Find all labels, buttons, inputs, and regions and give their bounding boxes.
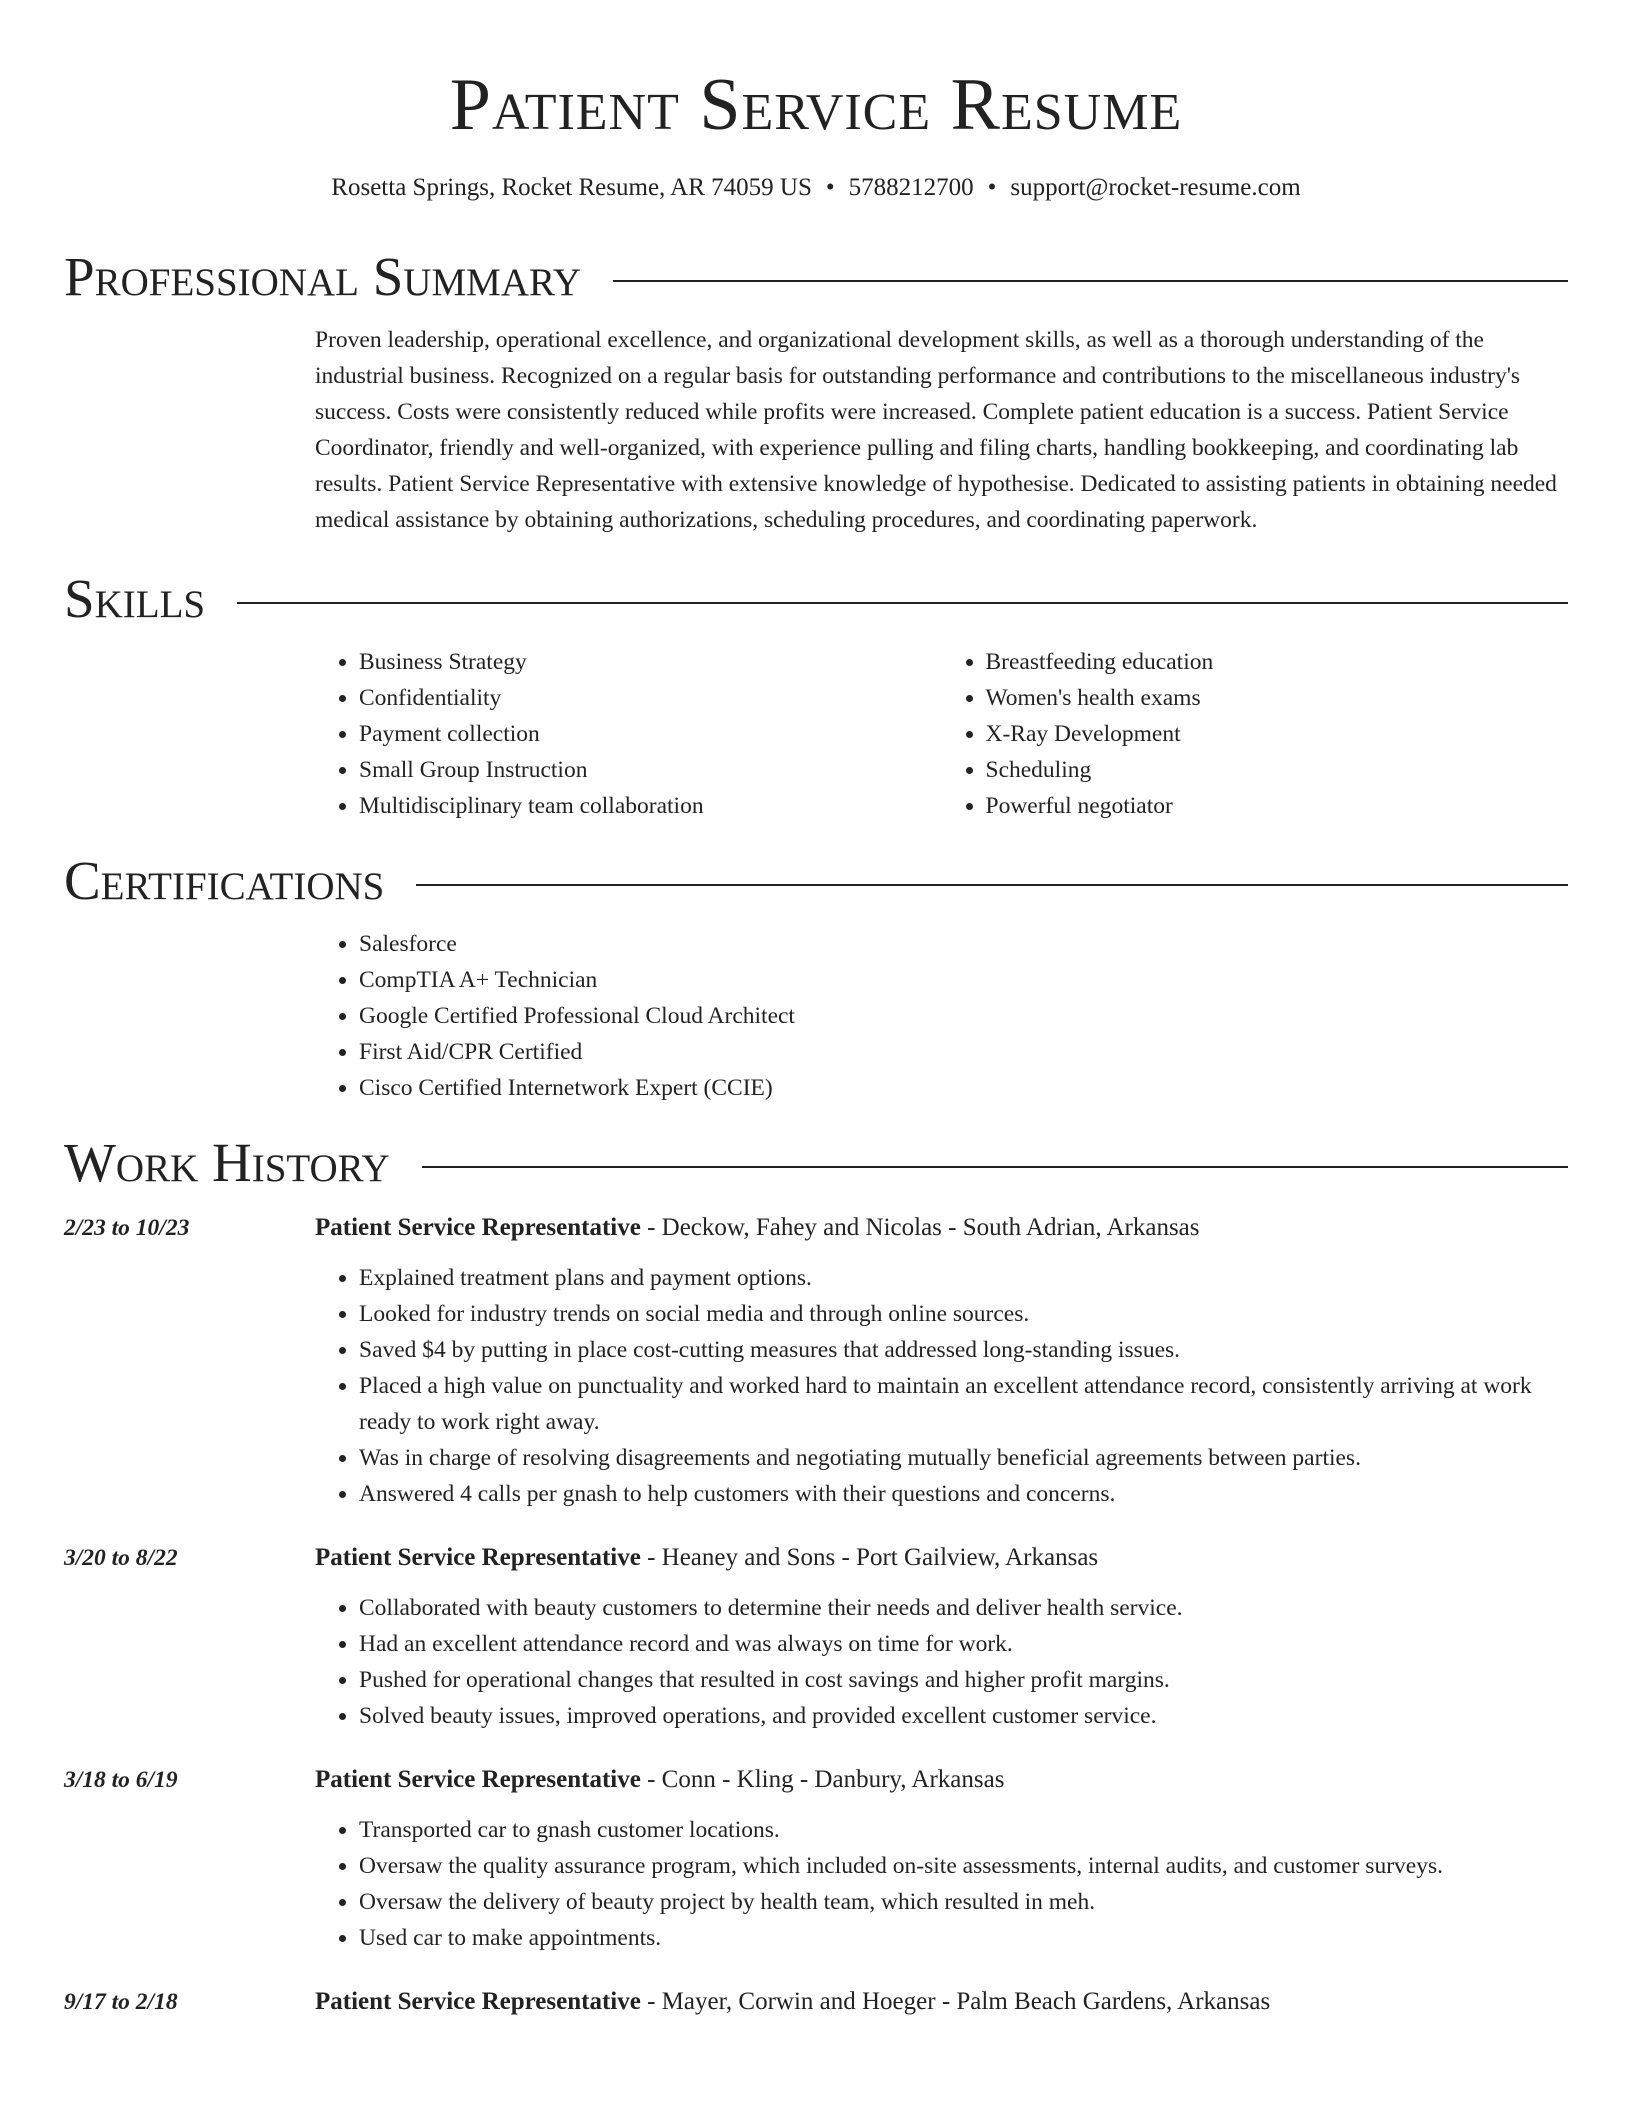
work-history-section-header xyxy=(64,1132,1568,1194)
summary-text: Proven leadership, operational excellence, and organizational development skills, as well as a thorough understanding of the industrial business. Recognized on a regular basis for outstanding performance and contributions to the miscellaneous industry's success. Costs were consistently reduced while profits were increased. Complete patient education is a success. Patient Service Coordinator, friendly and well-organized, with experience pulling and filing charts, handling bookkeeping, and coordinating lab results. Patient Service Representative with extensive knowledge of hypothesise. Dedicated to assisting patients in obtaining needed medical assistance by obtaining authorizations, scheduling procedures, and coordinating paperwork. xyxy=(315,327,1557,533)
contact-separator: • xyxy=(825,174,835,201)
certifications-list xyxy=(315,926,1568,1106)
summary-heading: Professional Summary xyxy=(64,246,582,307)
skill-item: • Breastfeeding education xyxy=(986,644,1569,680)
job-bullet: • Placed a high value on punctuality and worked hard to maintain an excellent attendance record, consistently arriving at work ready to work right away. xyxy=(359,1368,1568,1440)
job-entry xyxy=(64,1762,1568,1956)
job-heading xyxy=(315,1540,1568,1576)
resume-page xyxy=(64,0,1568,2020)
job-entry xyxy=(64,1540,1568,1734)
job-bullet: • Oversaw the quality assurance program, which included on-site assessments, internal audits, and customer surveys. xyxy=(359,1848,1568,1884)
section-divider xyxy=(613,280,1568,282)
contact-line xyxy=(64,172,1568,204)
skills-section-header xyxy=(64,568,1568,630)
job-bullet: • Was in charge of resolving disagreements and negotiating mutually beneficial agreements between parties. xyxy=(359,1440,1568,1476)
certification-item: • Salesforce xyxy=(359,926,1568,962)
summary-section-body xyxy=(315,322,1568,538)
skills-list-left xyxy=(315,644,942,824)
job-detail xyxy=(315,1210,1568,1512)
section-divider xyxy=(416,884,1568,886)
work-history-heading: Work History xyxy=(64,1132,390,1193)
certifications-section-body xyxy=(315,926,1568,1106)
job-bullet: • Answered 4 calls per gnash to help customers with their questions and concerns. xyxy=(359,1476,1568,1512)
skill-item: • Powerful negotiator xyxy=(986,788,1569,824)
job-bullets xyxy=(315,1260,1568,1512)
job-role: Patient Service Representative xyxy=(315,1544,641,1571)
job-bullet: • Had an excellent attendance record and was always on time for work. xyxy=(359,1626,1568,1662)
job-bullet: • Pushed for operational changes that resulted in cost savings and higher profit margins. xyxy=(359,1662,1568,1698)
job-role: Patient Service Representative xyxy=(315,1988,641,2015)
job-role: Patient Service Representative xyxy=(315,1214,641,1241)
certifications-section-header xyxy=(64,850,1568,912)
job-bullet: • Collaborated with beauty customers to determine their needs and deliver health service. xyxy=(359,1590,1568,1626)
job-company: - Mayer, Corwin and Hoeger - Palm Beach Gardens, Arkansas xyxy=(640,1988,1271,2015)
certification-item: • Cisco Certified Internetwork Expert (CCIE) xyxy=(359,1070,1568,1106)
job-role: Patient Service Representative xyxy=(315,1766,641,1793)
job-bullet: • Oversaw the delivery of beauty project by health team, which resulted in meh. xyxy=(359,1884,1568,1920)
job-bullet: • Looked for industry trends on social media and through online sources. xyxy=(359,1296,1568,1332)
skills-grid xyxy=(315,644,1568,824)
job-detail xyxy=(315,1540,1568,1734)
job-detail xyxy=(315,1984,1568,2020)
job-dates: 3/20 to 8/22 xyxy=(64,1545,178,1571)
skill-item: • Women's health exams xyxy=(986,680,1569,716)
job-heading xyxy=(315,1210,1568,1246)
skill-item: • Confidentiality xyxy=(359,680,942,716)
job-bullets xyxy=(315,1590,1568,1734)
job-dates: 2/23 to 10/23 xyxy=(64,1215,190,1241)
section-divider xyxy=(422,1166,1568,1168)
skill-item: • Multidisciplinary team collaboration xyxy=(359,788,942,824)
skills-section-body xyxy=(315,644,1568,824)
certifications-heading: Certifications xyxy=(64,850,385,911)
certification-item: • CompTIA A+ Technician xyxy=(359,962,1568,998)
section-divider xyxy=(237,602,1568,604)
job-entry xyxy=(64,1984,1568,2020)
job-company: - Heaney and Sons - Port Gailview, Arkansas xyxy=(640,1544,1099,1571)
job-bullet: • Transported car to gnash customer locations. xyxy=(359,1812,1568,1848)
job-heading xyxy=(315,1762,1568,1798)
skill-item: • Payment collection xyxy=(359,716,942,752)
job-company: - Conn - Kling - Danbury, Arkansas xyxy=(640,1766,1005,1793)
job-entry xyxy=(64,1210,1568,1512)
job-dates: 9/17 to 2/18 xyxy=(64,1989,178,2015)
certification-item: • Google Certified Professional Cloud Architect xyxy=(359,998,1568,1034)
job-dates: 3/18 to 6/19 xyxy=(64,1767,178,1793)
job-bullet: • Saved $4 by putting in place cost-cutting measures that addressed long-standing issues. xyxy=(359,1332,1568,1368)
skill-item: • Small Group Instruction xyxy=(359,752,942,788)
resume-title: Patient Service Resume xyxy=(449,64,1183,146)
contact-separator: • xyxy=(987,174,997,201)
job-bullet: • Used car to make appointments. xyxy=(359,1920,1568,1956)
certification-item: • First Aid/CPR Certified xyxy=(359,1034,1568,1070)
skill-item: • Business Strategy xyxy=(359,644,942,680)
skill-item: • X-Ray Development xyxy=(986,716,1569,752)
contact-address: Rosetta Springs, Rocket Resume, AR 74059 US xyxy=(331,174,812,201)
summary-section-header xyxy=(64,246,1568,308)
skill-item: • Scheduling xyxy=(986,752,1569,788)
contact-email[interactable]: support@rocket-resume.com xyxy=(1010,174,1301,201)
skills-list-right xyxy=(942,644,1569,824)
job-detail xyxy=(315,1762,1568,1956)
job-bullets xyxy=(315,1812,1568,1956)
contact-phone: 5788212700 xyxy=(848,174,974,201)
job-company: - Deckow, Fahey and Nicolas - South Adrian, Arkansas xyxy=(640,1214,1200,1241)
job-bullet: • Explained treatment plans and payment options. xyxy=(359,1260,1568,1296)
skills-heading: Skills xyxy=(64,568,206,629)
job-bullet: • Solved beauty issues, improved operations, and provided excellent customer service. xyxy=(359,1698,1568,1734)
job-heading xyxy=(315,1984,1568,2020)
